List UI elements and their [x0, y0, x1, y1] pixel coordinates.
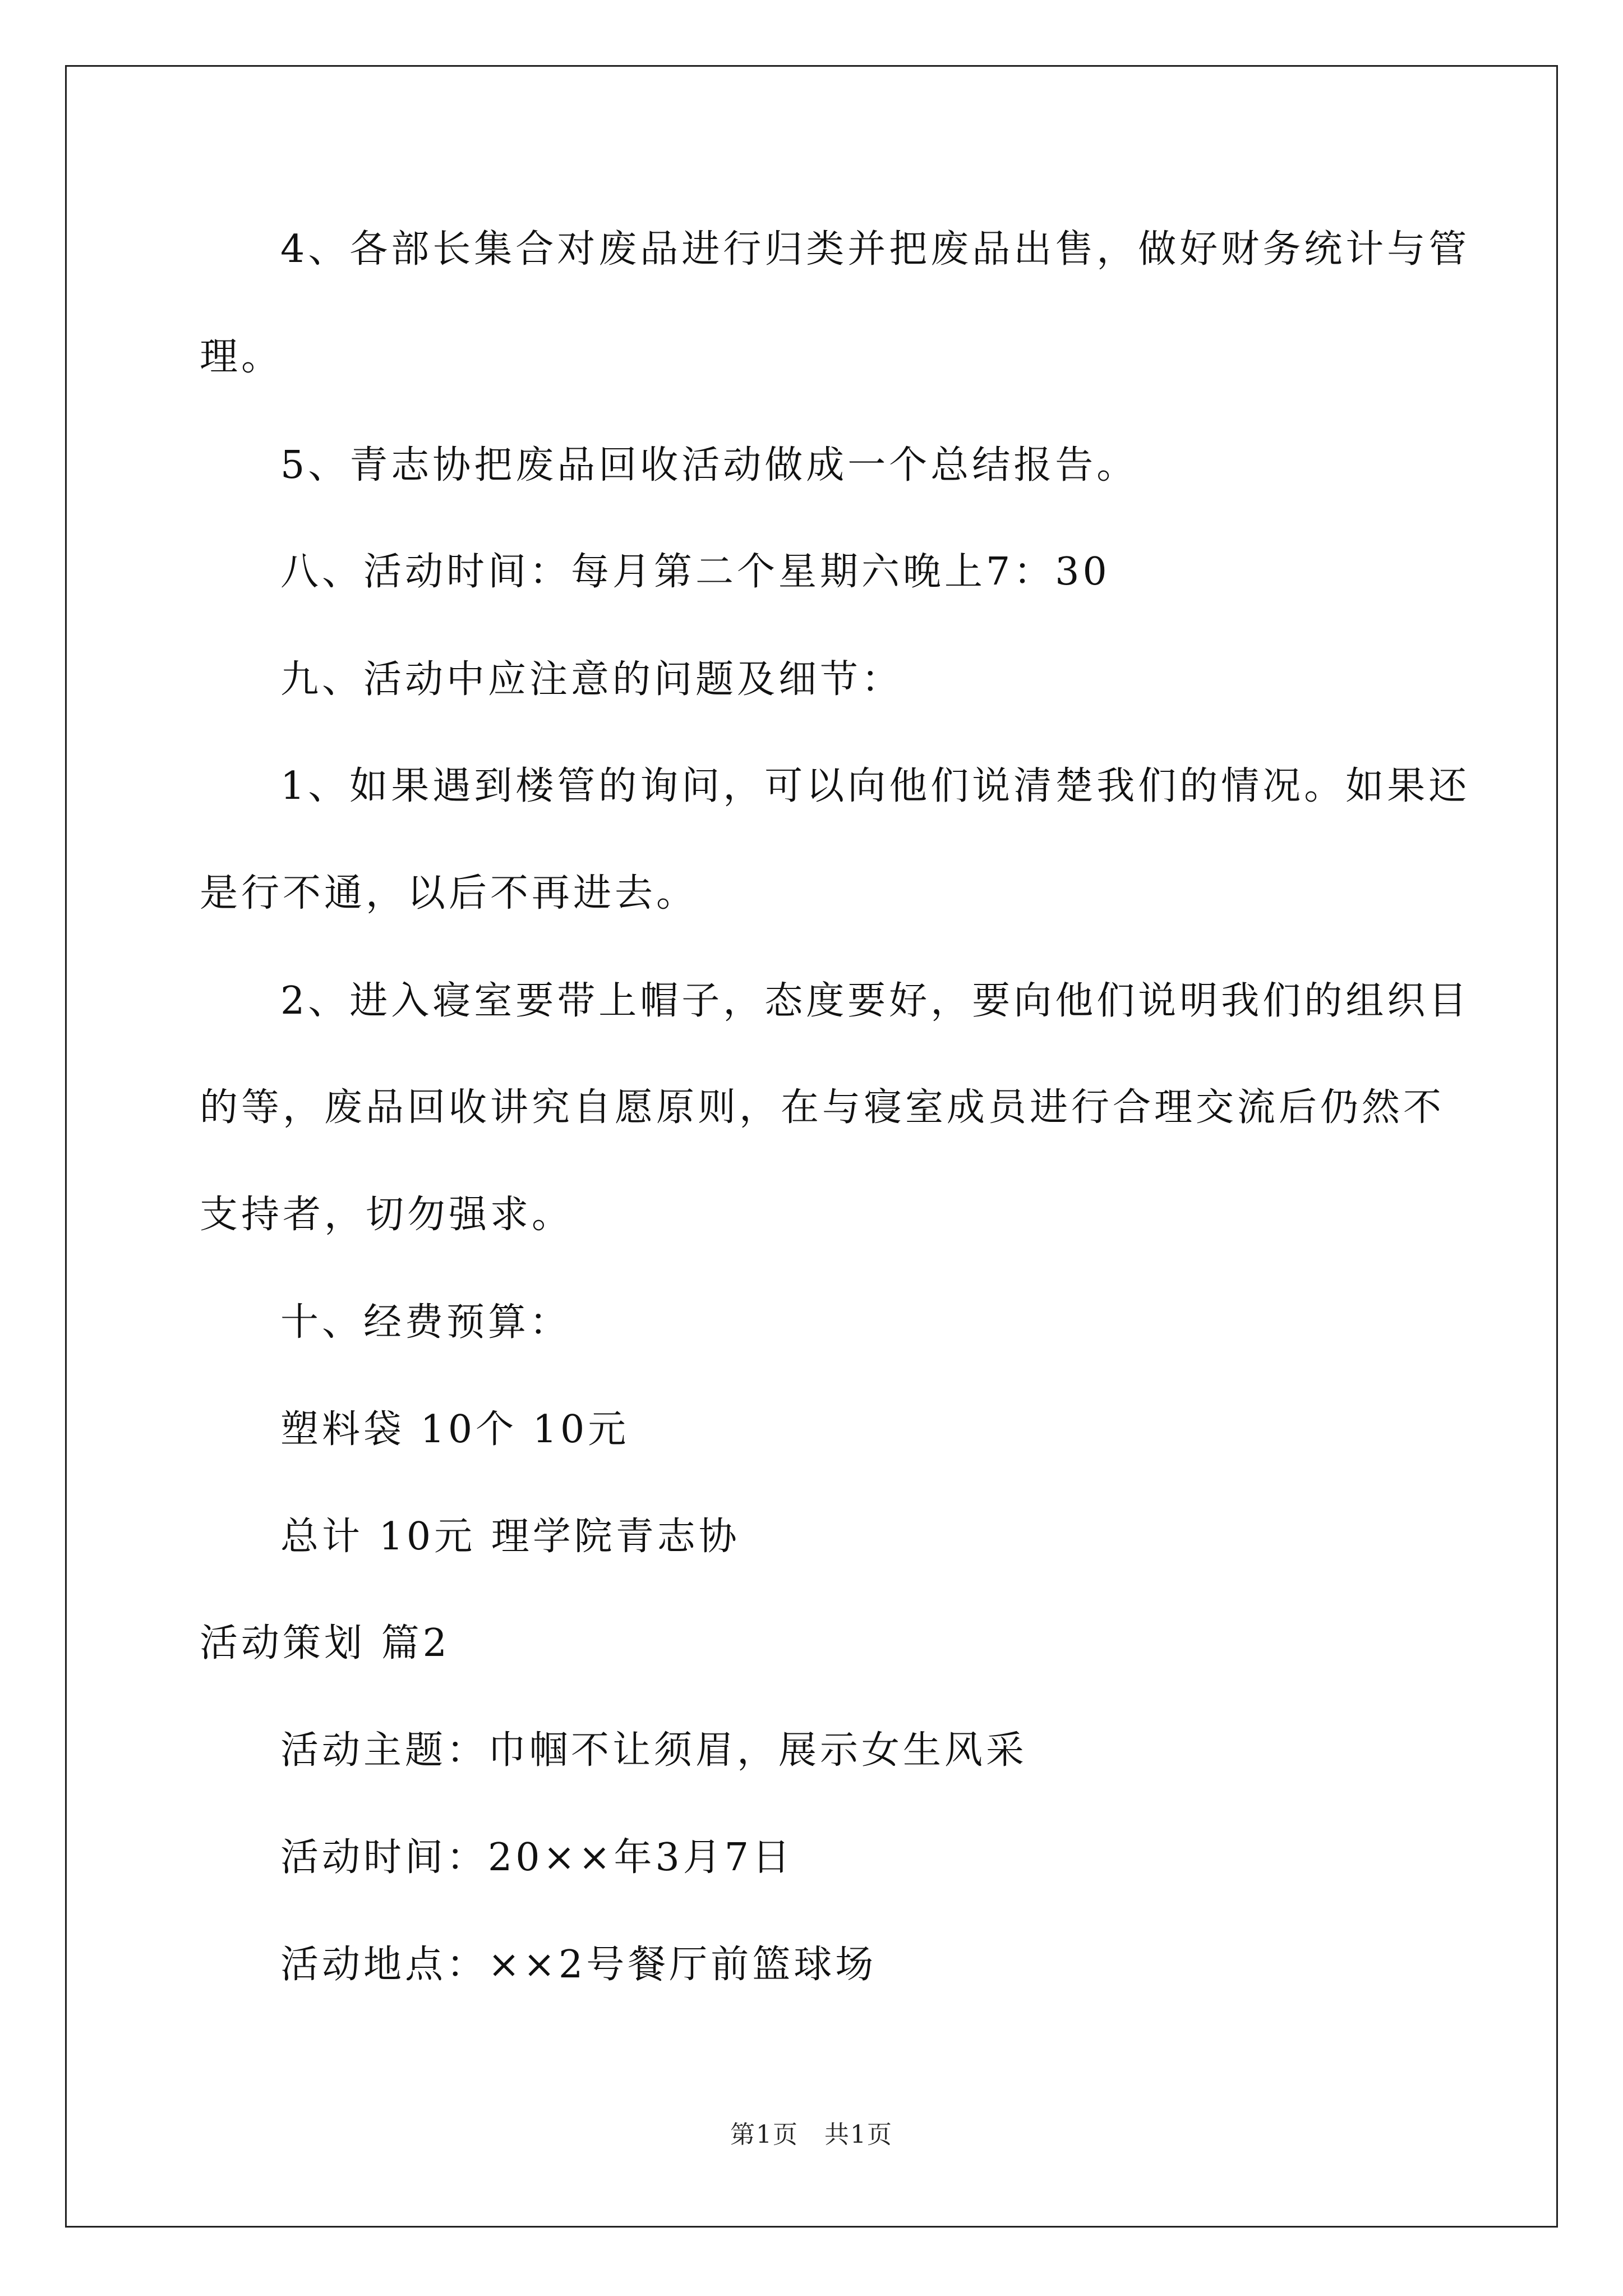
page-border — [65, 65, 1558, 2228]
paragraph-line: 十、经费预算： — [280, 1300, 571, 1345]
paragraph-line: 活动地点：××2号餐厅前篮球场 — [280, 1943, 877, 1987]
paragraph-line: 4、各部长集合对废品进行归类并把废品出售，做好财务统计与管 — [280, 227, 1470, 272]
paragraph-line: 支持者，切勿强求。 — [200, 1193, 574, 1237]
paragraph-line: 理。 — [200, 335, 283, 379]
paragraph-line: 2、进入寝室要带上帽子，态度要好，要向他们说明我们的组织目 — [280, 979, 1470, 1023]
section-heading: 活动策划 篇2 — [200, 1621, 450, 1665]
paragraph-line: 活动主题：巾帼不让须眉，展示女生风采 — [280, 1728, 1028, 1773]
paragraph-line: 5、青志协把废品回收活动做成一个总结报告。 — [280, 443, 1138, 487]
paragraph-line: 是行不通，以后不再进去。 — [200, 871, 698, 915]
paragraph-line: 的等，废品回收讲究自愿原则，在与寝室成员进行合理交流后仍然不 — [200, 1085, 1445, 1130]
paragraph-line: 九、活动中应注意的问题及细节： — [280, 657, 903, 702]
paragraph-line: 活动时间：20××年3月7日 — [280, 1835, 794, 1880]
page-footer: 第1页 共1页 — [730, 2120, 893, 2149]
paragraph-line: 1、如果遇到楼管的询问，可以向他们说清楚我们的情况。如果还 — [280, 764, 1470, 808]
paragraph-line: 总计 10元 理学院青志协 — [280, 1515, 740, 1559]
paragraph-line: 塑料袋 10个 10元 — [280, 1407, 630, 1452]
paragraph-line: 八、活动时间：每月第二个星期六晚上7：30 — [280, 550, 1110, 594]
